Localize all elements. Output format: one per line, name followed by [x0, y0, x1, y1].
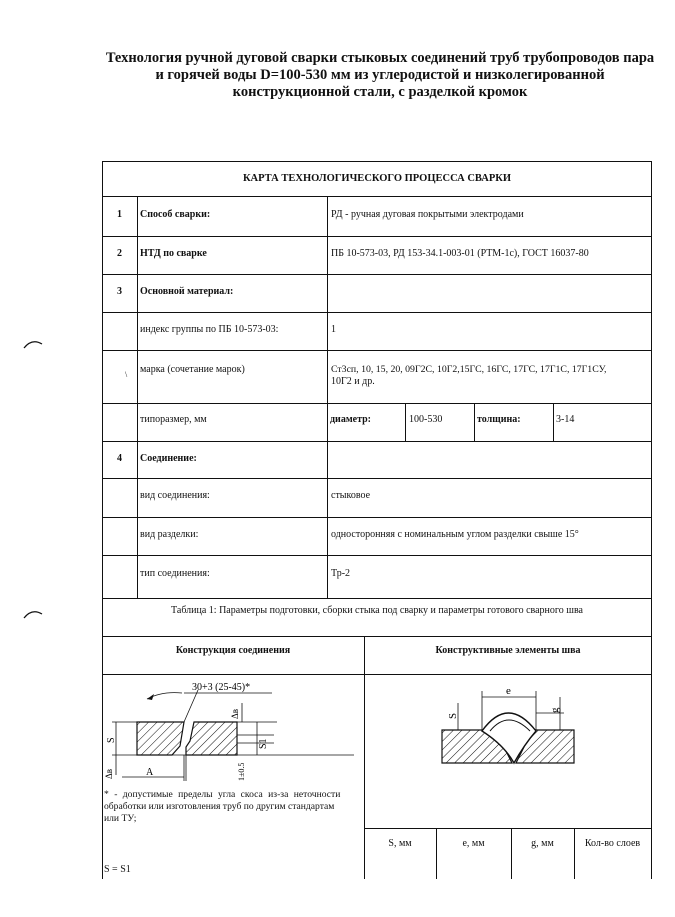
row-number: 3	[117, 286, 122, 297]
param-col-header: S, мм	[388, 838, 412, 849]
row-label: типоразмер, мм	[140, 414, 207, 425]
row-value: ПБ 10-573-03, РД 153-34.1-003-01 (РТМ-1с), ГОСТ 16037-80	[331, 248, 589, 259]
dim-delta-left: Δв	[104, 768, 114, 779]
margin-dot: \	[125, 370, 128, 379]
s-equals-s1: S = S1	[104, 864, 131, 875]
row-value: РД - ручная дуговая покрытыми электродами	[331, 209, 524, 220]
angle-dimension: 30+3 (25-45)*	[192, 682, 251, 693]
row-label: вид разделки:	[140, 529, 199, 540]
diameter-label: диаметр:	[330, 414, 371, 425]
row-value: стыковое	[331, 490, 371, 501]
param-col-header: Кол-во слоев	[584, 838, 641, 849]
document-title: Технология ручной дуговой сварки стыковых соединений труб трубопроводов пара и горячей воды D=100-530 мм из углеродистой и низколегированной конструкционной стали, с разделкой кромок	[105, 50, 655, 100]
row-label: Основной материал:	[140, 286, 234, 297]
joint-construction-drawing	[102, 675, 364, 787]
dim-gap-label: 1±0.5	[237, 762, 246, 781]
row-number: 1	[117, 209, 122, 220]
dim-delta-top: Δв	[230, 708, 240, 719]
weld-elements-drawing	[364, 675, 652, 787]
row-value: 1	[331, 324, 336, 335]
row-label: марка (сочетание марок)	[140, 364, 245, 375]
row-value: односторонняя с номинальным углом разделки свыше 15°	[331, 529, 579, 540]
footnote-text: или ТУ;	[104, 813, 137, 824]
footnote-text: * - допустимые пределы угла скоса из-за неточности	[104, 789, 341, 800]
card-header: КАРТА ТЕХНОЛОГИЧЕСКОГО ПРОЦЕССА СВАРКИ	[242, 173, 512, 184]
thickness-label: толщина:	[477, 414, 521, 425]
scan-mark	[22, 606, 46, 620]
scan-mark	[22, 336, 46, 350]
dim-s-label: S	[106, 737, 117, 743]
dim-s-label: S	[447, 712, 459, 719]
row-value: Ст3сп, 10, 15, 20, 09Г2С, 10Г2,15ГС, 16ГС, 17ГС, 17Г1С, 17Г1СУ,	[331, 364, 607, 375]
row-label: НТД по сварке	[140, 248, 207, 259]
footnote-text: обработки или изготовления труб по другим стандартам	[104, 801, 335, 812]
dim-e-label: e	[506, 685, 511, 697]
diameter-value: 100-530	[409, 414, 443, 425]
row-label: индекс группы по ПБ 10-573-03:	[140, 324, 279, 335]
table1-caption: Таблица 1: Параметры подготовки, сборки стыка под сварку и параметры готового сварного шва	[171, 605, 583, 616]
row-number: 4	[117, 453, 122, 464]
row-label: Способ сварки:	[140, 209, 211, 220]
row-label: Соединение:	[140, 453, 197, 464]
row-value: 10Г2 и др.	[331, 376, 375, 387]
param-col-header: e, мм	[462, 838, 485, 849]
dim-a-label: A	[146, 767, 154, 778]
design-header: Конструкция соединения	[175, 645, 291, 656]
dim-s1-label: S1	[258, 738, 269, 749]
thickness-value: 3-14	[556, 414, 575, 425]
param-col-header: g, мм	[531, 838, 554, 849]
elements-header: Конструктивные элементы шва	[435, 645, 581, 656]
row-label: вид соединения:	[140, 490, 210, 501]
row-number: 2	[117, 248, 122, 259]
row-label: тип соединения:	[140, 568, 210, 579]
row-value: Тр-2	[331, 568, 351, 579]
dim-g-label: g	[549, 707, 561, 713]
